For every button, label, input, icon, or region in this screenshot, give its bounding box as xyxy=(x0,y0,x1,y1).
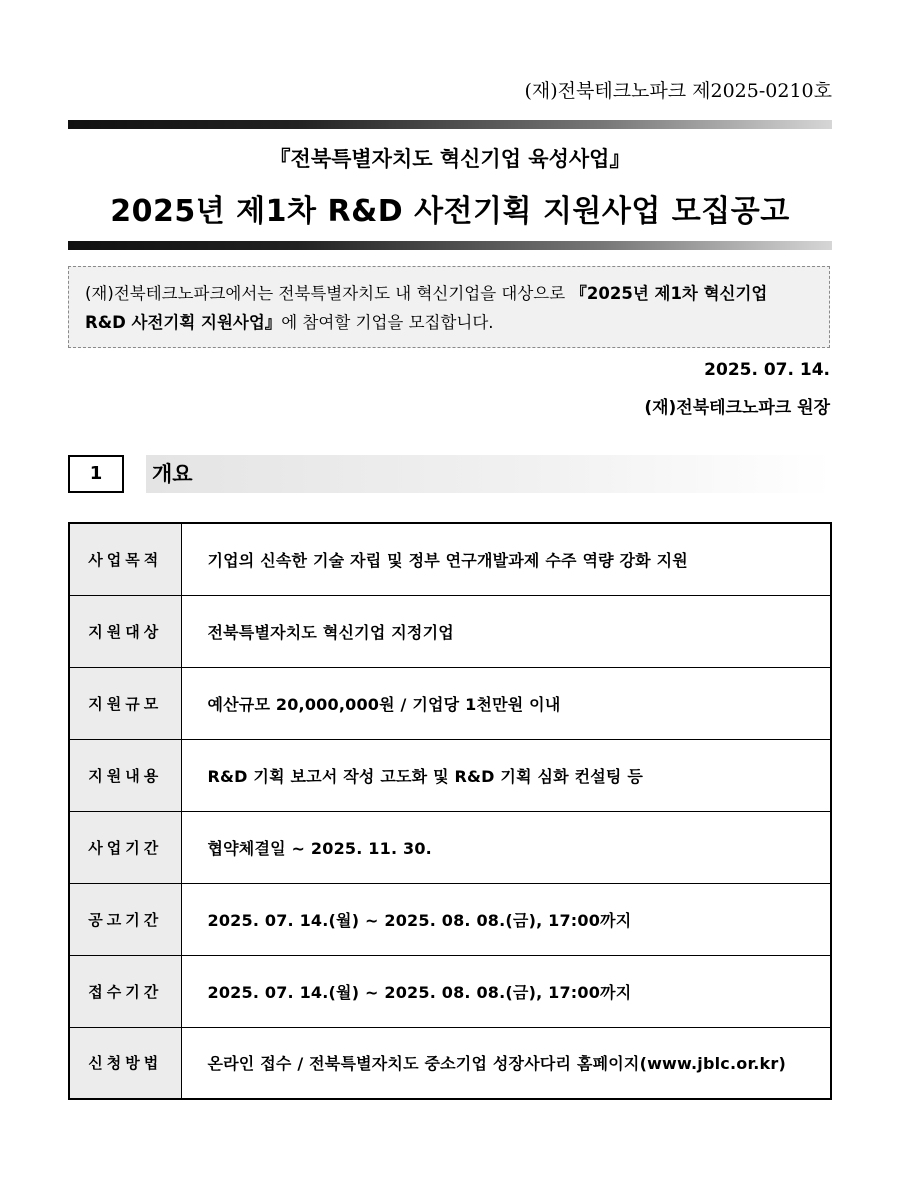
table-row xyxy=(69,1027,831,1099)
row-label: 지원대상 xyxy=(69,595,181,667)
notice-text-after: 에 참여할 기업을 모집합니다. xyxy=(281,313,494,332)
row-value: 예산규모 20,000,000원 / 기업당 1천만원 이내 xyxy=(181,667,831,739)
issuer-signature: (재)전북테크노파크 원장 xyxy=(644,398,830,418)
table-row xyxy=(69,667,831,739)
row-label: 신청방법 xyxy=(69,1027,181,1099)
row-label: 지원내용 xyxy=(69,739,181,811)
row-label: 접수기간 xyxy=(69,955,181,1027)
row-value: 기업의 신속한 기술 자립 및 정부 연구개발과제 수주 역량 강화 지원 xyxy=(181,523,831,595)
issue-date: 2025. 07. 14. xyxy=(704,360,830,380)
table-row xyxy=(69,955,831,1027)
page-subtitle: 『전북특별자치도 혁신기업 육성사업』 xyxy=(269,147,631,171)
page-title: 2025년 제1차 R&D 사전기획 지원사업 모집공고 xyxy=(110,194,790,229)
row-label: 사업기간 xyxy=(69,811,181,883)
notice-highlight-line1: 『2025년 제1차 혁신기업 xyxy=(570,284,768,303)
section-title: 개요 xyxy=(146,455,832,493)
row-label: 공고기간 xyxy=(69,883,181,955)
overview-table xyxy=(68,522,832,1100)
table-row xyxy=(69,811,831,883)
notice-text-before: (재)전북테크노파크에서는 전북특별자치도 내 혁신기업을 대상으로 xyxy=(85,284,571,303)
table-row xyxy=(69,883,831,955)
notice-box xyxy=(68,266,830,348)
document-number: (재)전북테크노파크 제2025-0210호 xyxy=(524,80,832,102)
row-label: 사업목적 xyxy=(69,523,181,595)
row-value: R&D 기획 보고서 작성 고도화 및 R&D 기획 심화 컨설팅 등 xyxy=(181,739,831,811)
header-top-bar xyxy=(68,120,832,129)
row-value: 온라인 접수 / 전북특별자치도 중소기업 성장사다리 홈페이지(www.jblc.or.kr) xyxy=(181,1027,831,1099)
header-bottom-bar xyxy=(68,241,832,250)
section-number: 1 xyxy=(68,455,124,493)
row-value: 협약체결일 ~ 2025. 11. 30. xyxy=(181,811,831,883)
table-row xyxy=(69,523,831,595)
table-row xyxy=(69,739,831,811)
row-value: 전북특별자치도 혁신기업 지정기업 xyxy=(181,595,831,667)
table-row xyxy=(69,595,831,667)
row-label: 지원규모 xyxy=(69,667,181,739)
row-value: 2025. 07. 14.(월) ~ 2025. 08. 08.(금), 17:00까지 xyxy=(181,955,831,1027)
row-value: 2025. 07. 14.(월) ~ 2025. 08. 08.(금), 17:00까지 xyxy=(181,883,831,955)
notice-highlight-line2: R&D 사전기획 지원사업』 xyxy=(85,313,282,332)
